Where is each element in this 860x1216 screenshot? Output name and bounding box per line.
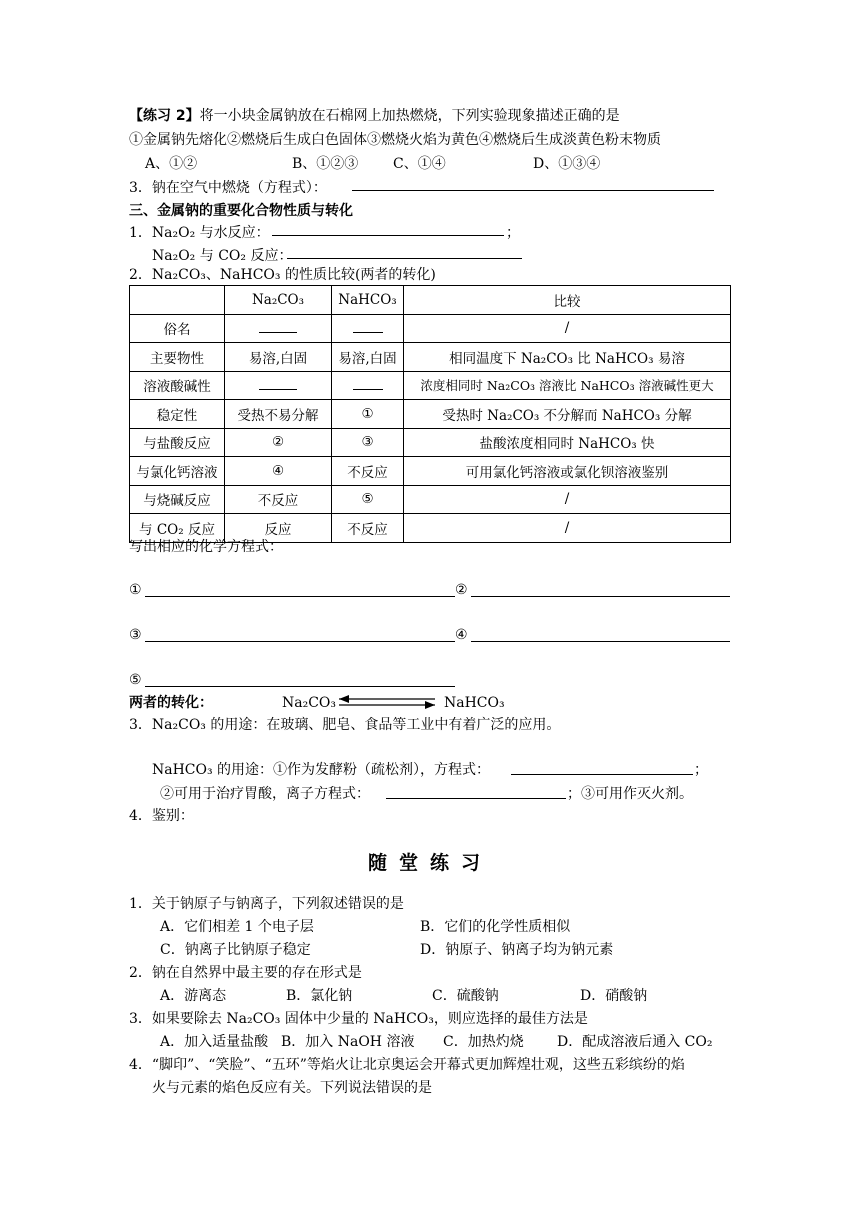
table-cell: / xyxy=(404,485,731,514)
nahco3-use-1-end: ； xyxy=(694,762,708,778)
q1-option-a[interactable]: A．它们相差 1 个电子层 xyxy=(160,919,314,935)
table-cell: 相同温度下 Na₂CO₃ 比 NaHCO₃ 易溶 xyxy=(404,343,731,372)
table-cell: ③ xyxy=(332,428,404,457)
table-row xyxy=(130,314,731,343)
na2o2-water-prompt: 1．Na₂O₂ 与水反应： xyxy=(129,225,270,241)
table-cell: 不反应 xyxy=(332,514,404,543)
table-blank-cell[interactable] xyxy=(225,371,332,400)
table-cell: ① xyxy=(332,400,404,429)
eq-blank-3[interactable] xyxy=(145,641,455,642)
table-cell: 易溶,白固 xyxy=(225,343,332,372)
eq-mark-5: ⑤ xyxy=(129,672,142,688)
q3-option-c[interactable]: C．加热灼烧 xyxy=(443,1034,524,1050)
table-cell: / xyxy=(404,514,731,543)
table-blank-cell[interactable] xyxy=(332,314,404,343)
q3-option-b[interactable]: B．加入 NaOH 溶液 xyxy=(281,1034,415,1050)
q2-option-d[interactable]: D．硝酸钠 xyxy=(580,988,648,1004)
fill-blank[interactable] xyxy=(259,320,297,333)
equilibrium-arrows-icon xyxy=(337,693,437,711)
fill-blank[interactable] xyxy=(353,320,383,333)
compare-title: 2．Na₂CO₃、NaHCO₃ 的性质比较(两者的转化) xyxy=(129,267,436,283)
table-blank-cell[interactable] xyxy=(225,314,332,343)
eq-blank-1[interactable] xyxy=(145,596,455,597)
write-equations-label: 写出相应的化学方程式： xyxy=(129,539,283,555)
table-row xyxy=(130,343,731,372)
table-cell: 与盐酸反应 xyxy=(130,428,225,457)
na2co3-use: 3．Na₂CO₃ 的用途：在玻璃、肥皂、食品等工业中有着广泛的应用。 xyxy=(129,717,561,733)
table-row xyxy=(130,457,731,486)
practice-2-question: 将一小块金属钠放在石棉网上加热燃烧，下列实验现象描述正确的是 xyxy=(199,108,620,124)
q2-option-b[interactable]: B．氯化钠 xyxy=(286,988,353,1004)
table-cell: 与氯化钙溶液 xyxy=(130,457,225,486)
table-cell: 与烧碱反应 xyxy=(130,485,225,514)
practice-2-option-a: A、①② xyxy=(145,156,198,172)
nahco3-equation-blank[interactable] xyxy=(511,774,693,775)
eq-mark-3: ③ xyxy=(129,627,142,643)
q2-option-a[interactable]: A．游离态 xyxy=(160,988,227,1004)
table-row xyxy=(130,400,731,429)
nahco3-ion-equation-blank[interactable] xyxy=(386,798,566,799)
table-cell: 不反应 xyxy=(225,485,332,514)
burn-equation-prompt: 3．钠在空气中燃烧（方程式）： xyxy=(129,180,327,196)
nahco3-use-1: NaHCO₃ 的用途：①作为发酵粉（疏松剂），方程式： xyxy=(152,762,491,778)
eq-blank-5[interactable] xyxy=(145,686,455,687)
question-4-cont: 火与元素的焰色反应有关。下列说法错误的是 xyxy=(152,1080,432,1096)
q3-option-a[interactable]: A．加入适量盐酸 xyxy=(160,1034,269,1050)
eq-mark-4: ④ xyxy=(455,627,468,643)
table-cell: ⑤ xyxy=(332,485,404,514)
table-cell: 俗名 xyxy=(130,314,225,343)
table-blank-cell[interactable] xyxy=(332,371,404,400)
question-2: 2．钠在自然界中最主要的存在形式是 xyxy=(129,965,362,981)
conversion-left: Na₂CO₃ xyxy=(282,695,337,711)
table-cell: 盐酸浓度相同时 NaHCO₃ 快 xyxy=(404,428,731,457)
table-header-cell: 比较 xyxy=(404,286,731,315)
eq-mark-2: ② xyxy=(455,582,468,598)
table-header-cell xyxy=(130,286,225,315)
q1-option-b[interactable]: B．它们的化学性质相似 xyxy=(420,919,571,935)
burn-equation-blank[interactable] xyxy=(352,190,714,191)
table-cell: 主要物性 xyxy=(130,343,225,372)
q1-option-c[interactable]: C．钠离子比钠原子稳定 xyxy=(160,942,311,958)
eq-blank-4[interactable] xyxy=(471,641,730,642)
table-cell: / xyxy=(404,314,731,343)
table-cell: 反应 xyxy=(225,514,332,543)
table-header-cell: Na₂CO₃ xyxy=(225,286,332,315)
nahco3-use-2: ②可用于治疗胃酸，离子方程式： xyxy=(160,786,370,802)
section-3-title: 三、金属钠的重要化合物性质与转化 xyxy=(129,203,353,219)
practice-2-line xyxy=(129,106,620,126)
table-row xyxy=(130,428,731,457)
table-cell: 稳定性 xyxy=(130,400,225,429)
table-cell: 可用氯化钙溶液或氯化钡溶液鉴别 xyxy=(404,457,731,486)
table-header-cell: NaHCO₃ xyxy=(332,286,404,315)
question-1: 1．关于钠原子与钠离子，下列叙述错误的是 xyxy=(129,896,404,912)
question-3: 3．如果要除去 Na₂CO₃ 固体中少量的 NaHCO₃，则应选择的最佳方法是 xyxy=(129,1011,588,1027)
question-4: 4．“脚印”、“笑脸”、“五环”等焰火让北京奥运会开幕式更加辉煌壮观，这些五彩缤纷的焰 xyxy=(129,1057,685,1073)
comparison-table xyxy=(129,285,731,543)
table-row xyxy=(130,485,731,514)
practice-2-option-b: B、①②③ xyxy=(292,156,359,172)
table-cell: ④ xyxy=(225,457,332,486)
q3-option-d[interactable]: D．配成溶液后通入 CO₂ xyxy=(557,1034,713,1050)
q1-option-d[interactable]: D．钠原子、钠离子均为钠元素 xyxy=(420,942,614,958)
table-cell: 浓度相同时 Na₂CO₃ 溶液比 NaHCO₃ 溶液碱性更大 xyxy=(404,371,731,400)
fill-blank[interactable] xyxy=(353,377,383,390)
exercise-title: 随堂练习 xyxy=(367,852,492,874)
table-header-row xyxy=(130,286,731,315)
eq-mark-1: ① xyxy=(129,582,142,598)
conversion-label: 两者的转化： xyxy=(129,695,213,711)
table-row xyxy=(130,371,731,400)
table-cell: 溶液酸碱性 xyxy=(130,371,225,400)
na2o2-co2-prompt: Na₂O₂ 与 CO₂ 反应： xyxy=(152,248,293,264)
q2-option-c[interactable]: C．硫酸钠 xyxy=(432,988,499,1004)
na2o2-water-blank[interactable] xyxy=(272,235,504,236)
table-cell: 与 CO₂ 反应 xyxy=(130,514,225,543)
identify-label: 4．鉴别： xyxy=(129,808,194,824)
table-cell: 受热不易分解 xyxy=(225,400,332,429)
na2o2-water-end: ； xyxy=(506,225,520,241)
conversion-right: NaHCO₃ xyxy=(444,695,505,711)
practice-2-option-c: C、①④ xyxy=(393,156,446,172)
nahco3-use-2-end: ；③可用作灭火剂。 xyxy=(567,786,693,802)
fill-blank[interactable] xyxy=(259,377,297,390)
table-cell: 受热时 Na₂CO₃ 不分解而 NaHCO₃ 分解 xyxy=(404,400,731,429)
table-cell: 易溶,白固 xyxy=(332,343,404,372)
na2o2-co2-blank[interactable] xyxy=(287,258,522,259)
practice-2-statements: ①金属钠先熔化②燃烧后生成白色固体③燃烧火焰为黄色④燃烧后生成淡黄色粉末物质 xyxy=(129,132,661,148)
practice-2-option-d: D、①③④ xyxy=(533,156,601,172)
table-cell: ② xyxy=(225,428,332,457)
table-cell: 不反应 xyxy=(332,457,404,486)
eq-blank-2[interactable] xyxy=(471,596,730,597)
practice-2-label: 【练习 2】 xyxy=(129,108,200,124)
